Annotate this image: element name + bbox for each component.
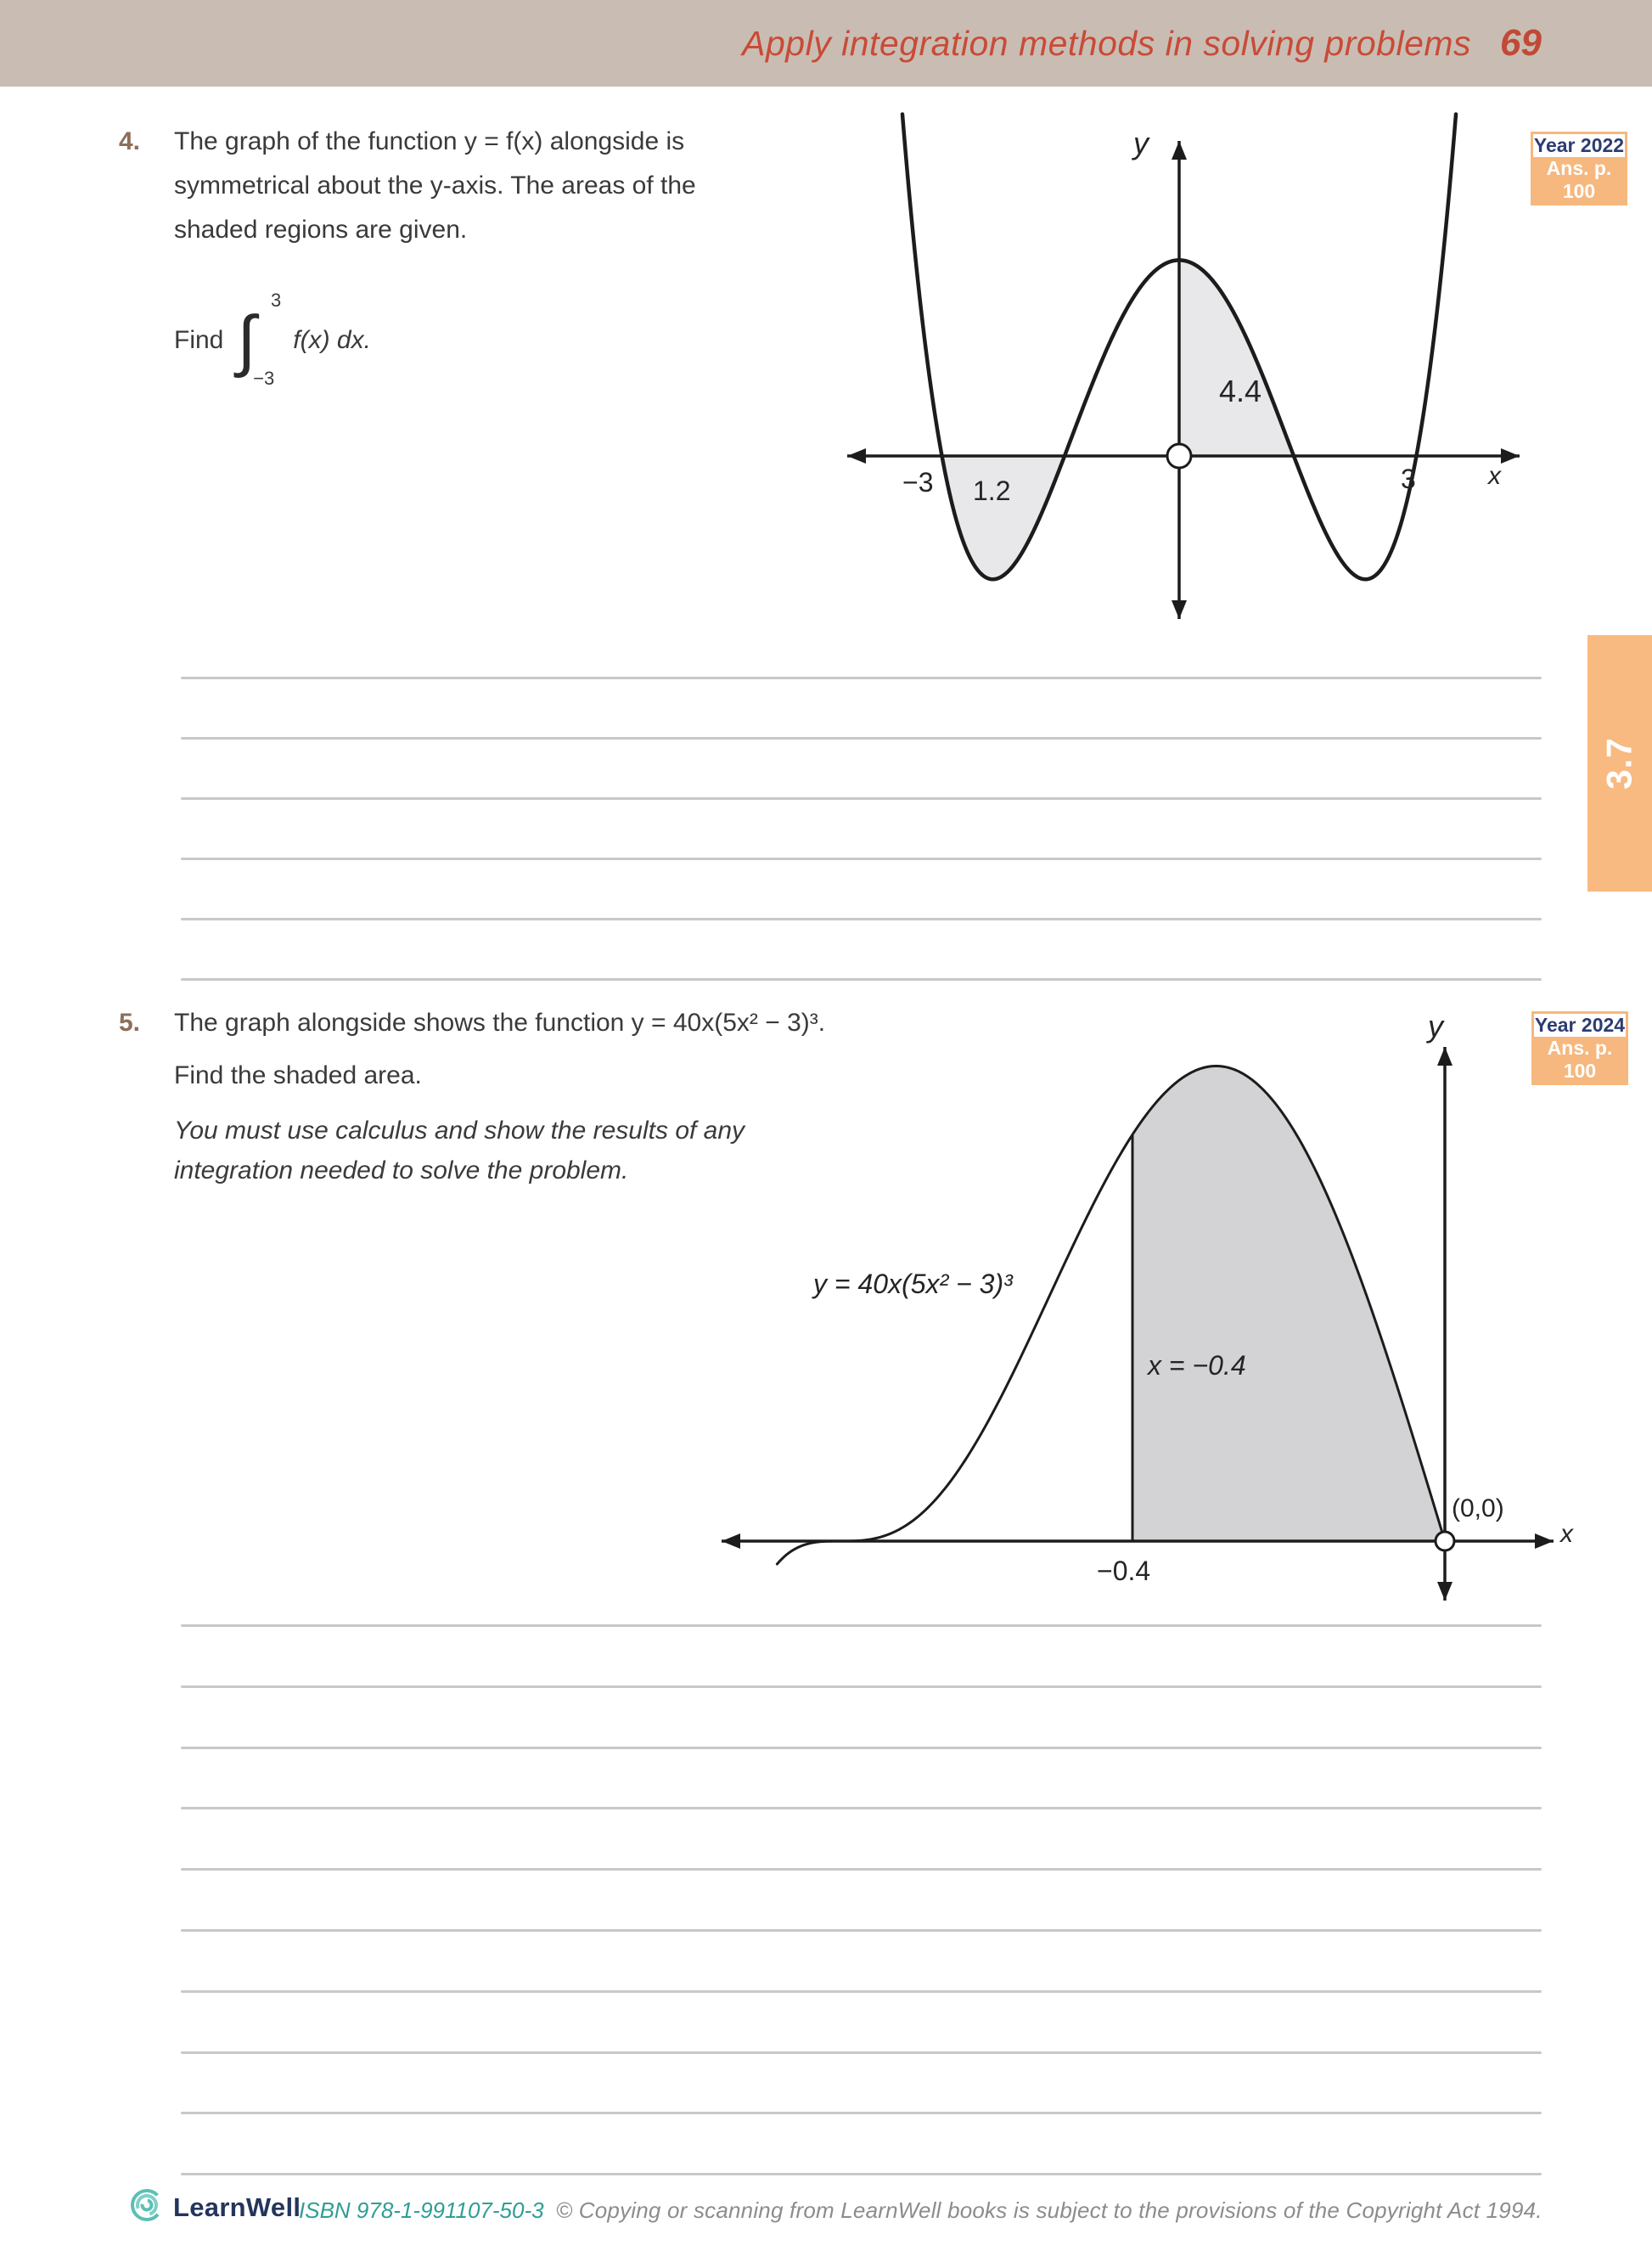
question-5-function-graph — [713, 1006, 1571, 1613]
answer-line — [181, 797, 1542, 800]
learnwell-logo-icon — [127, 2186, 166, 2229]
answer-page-label: Ans. p. 100 — [1534, 1037, 1626, 1083]
answer-line — [181, 858, 1542, 860]
answer-line — [181, 2051, 1542, 2054]
section-tab-label: 3.7 — [1599, 737, 1639, 790]
answer-line — [181, 2112, 1542, 2114]
q4-area-label-left: 1.2 — [973, 475, 1011, 506]
footer-brand: LearnWell — [173, 2192, 301, 2222]
integral-lower-limit: −3 — [253, 368, 275, 389]
q5-y-axis-label: y — [1428, 1009, 1443, 1044]
page-title: Apply integration methods in solving problems — [742, 23, 1472, 63]
q5-vline-label: x = −0.4 — [1148, 1350, 1246, 1381]
answer-line — [181, 1868, 1542, 1871]
q4-area-label-right: 4.4 — [1219, 374, 1262, 408]
answer-page-label: Ans. p. 100 — [1533, 157, 1625, 203]
answer-line — [181, 2173, 1542, 2175]
q5-origin-label: (0,0) — [1452, 1494, 1504, 1522]
answer-line — [181, 1624, 1542, 1627]
question-5-number: 5. — [119, 1009, 141, 1037]
question-4-text-line2: symmetrical about the y-axis. The areas of the — [174, 172, 696, 200]
answer-line — [181, 918, 1542, 920]
year-label: Year 2024 — [1534, 1014, 1626, 1036]
question-4-number: 4. — [119, 127, 141, 155]
integral-upper-limit: 3 — [271, 290, 282, 311]
page-number: 69 — [1500, 22, 1542, 64]
q4-graph-canvas — [836, 110, 1532, 658]
integrand: f(x) dx. — [293, 326, 371, 354]
question-4-function-graph — [836, 110, 1532, 658]
find-label: Find — [174, 326, 224, 354]
answer-line — [181, 1807, 1542, 1809]
integral-symbol: ∫ 3 −3 — [237, 290, 282, 389]
answer-line — [181, 1685, 1542, 1688]
question-5-text-line1: The graph alongside shows the function y = 40x(5x² − 3)³. — [174, 1009, 826, 1037]
question-5-italic-line1: You must use calculus and show the results of any — [174, 1117, 745, 1145]
question-5-text-line2: Find the shaded area. — [174, 1061, 422, 1089]
q4-x-axis-label: x — [1488, 462, 1501, 490]
answer-line — [181, 1990, 1542, 1993]
question-5-italic-line2: integration needed to solve the problem. — [174, 1156, 629, 1184]
year-label: Year 2022 — [1533, 134, 1625, 156]
footer-isbn: ISBN 978-1-991107-50-3 — [299, 2197, 544, 2223]
answer-line — [181, 978, 1542, 981]
section-tab — [1587, 635, 1652, 892]
q5-curve-equation-label: y = 40x(5x² − 3)³ — [813, 1269, 1013, 1299]
q4-tick-neg3: −3 — [902, 467, 934, 498]
question-4-year-badge — [1531, 132, 1627, 205]
answer-line — [181, 1747, 1542, 1749]
question-4-text-line3: shaded regions are given. — [174, 216, 468, 244]
q4-tick-pos3: 3 — [1401, 464, 1416, 494]
answer-line — [181, 1929, 1542, 1932]
question-4-text-line1: The graph of the function y = f(x) alongside is — [174, 127, 685, 155]
answer-line — [181, 677, 1542, 679]
answer-line — [181, 737, 1542, 740]
footer-copyright: © Copying or scanning from LearnWell books is subject to the provisions of the Copyright Act 1994. — [556, 2197, 1542, 2223]
q4-y-axis-label: y — [1133, 126, 1149, 160]
q5-x-axis-label: x — [1560, 1520, 1573, 1548]
q5-graph-canvas — [713, 1006, 1571, 1613]
header-band — [0, 0, 1652, 87]
question-4-integral-expression — [174, 290, 371, 389]
q5-tick-neg04: −0.4 — [1097, 1556, 1151, 1586]
